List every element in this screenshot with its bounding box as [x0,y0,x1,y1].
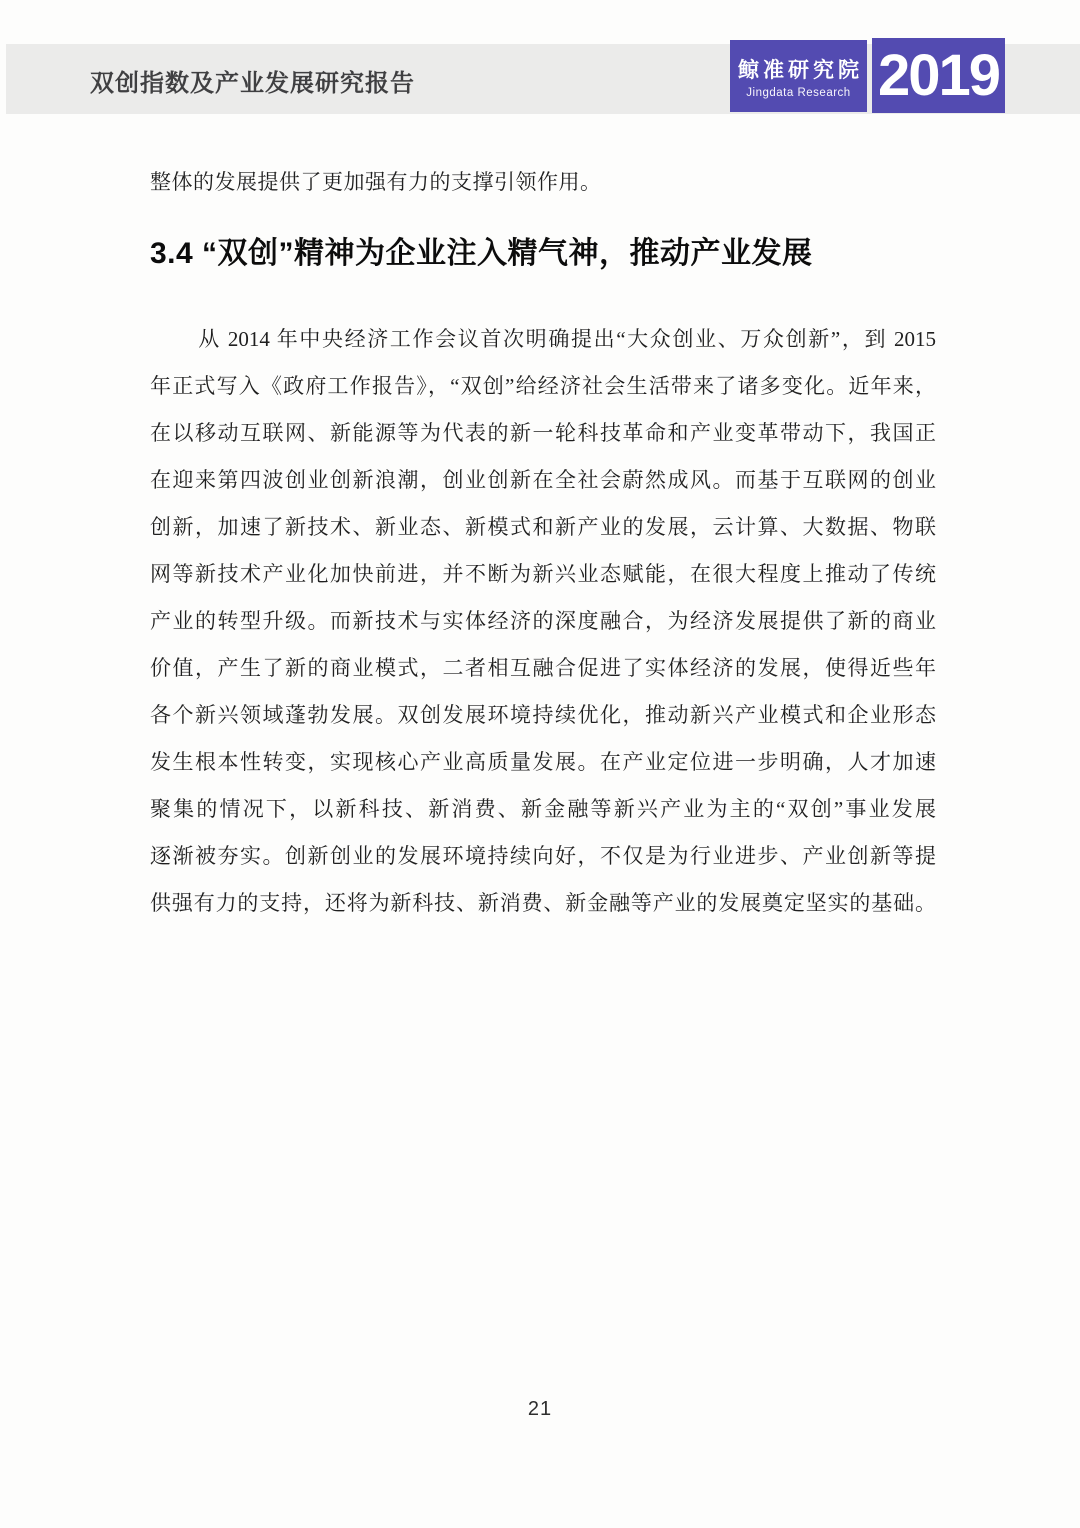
paragraph-line: 价值，产生了新的商业模式，二者相互融合促进了实体经济的发展，使得近些年 [150,656,936,680]
paragraph-line: 各个新兴领域蓬勃发展。双创发展环境持续优化，推动新兴产业模式和企业形态 [150,703,936,727]
paragraph-line: 网等新技术产业化加快前进，并不断为新兴业态赋能，在很大程度上推动了传统 [150,562,936,586]
brand-name-en: Jingdata Research [746,86,851,99]
report-title: 双创指数及产业发展研究报告 [90,70,415,97]
paragraph-line: 创新，加速了新技术、新业态、新模式和新产业的发展，云计算、大数据、物联 [150,515,936,539]
paragraph-line: 发生根本性转变，实现核心产业高质量发展。在产业定位进一步明确，人才加速 [150,750,936,774]
brand-badge [730,40,867,112]
year-badge: 2019 [872,38,1005,113]
paragraph-line: 年正式写入《政府工作报告》，“双创”给经济社会生活带来了诸多变化。近年来， [150,374,936,398]
body-paragraph [150,316,936,927]
paragraph-line: 在迎来第四波创业创新浪潮，创业创新在全社会蔚然成风。而基于互联网的创业 [150,468,936,492]
page-content [150,159,936,927]
page-number: 21 [527,1398,553,1420]
paragraph-line: 在以移动互联网、新能源等为代表的新一轮科技革命和产业变革带动下，我国正 [150,421,936,445]
paragraph-line: 逐渐被夯实。创新创业的发展环境持续向好，不仅是为行业进步、产业创新等提 [150,844,936,868]
carryover-paragraph-line: 整体的发展提供了更加强有力的支撑引领作用。 [150,170,602,194]
section-heading: 3.4 “双创”精神为企业注入精气神，推动产业发展 [150,237,813,270]
brand-name-cn: 鲸准研究院 [738,58,863,82]
paragraph-line: 从 2014 年中央经济工作会议首次明确提出“大众创业、万众创新”，到 2015 [198,327,936,351]
paragraph-line: 产业的转型升级。而新技术与实体经济的深度融合，为经济发展提供了新的商业 [150,609,936,633]
paragraph-line: 供强有力的支持，还将为新科技、新消费、新金融等产业的发展奠定坚实的基础。 [150,891,936,915]
paragraph-line: 聚集的情况下，以新科技、新消费、新金融等新兴产业为主的“双创”事业发展 [150,797,936,821]
